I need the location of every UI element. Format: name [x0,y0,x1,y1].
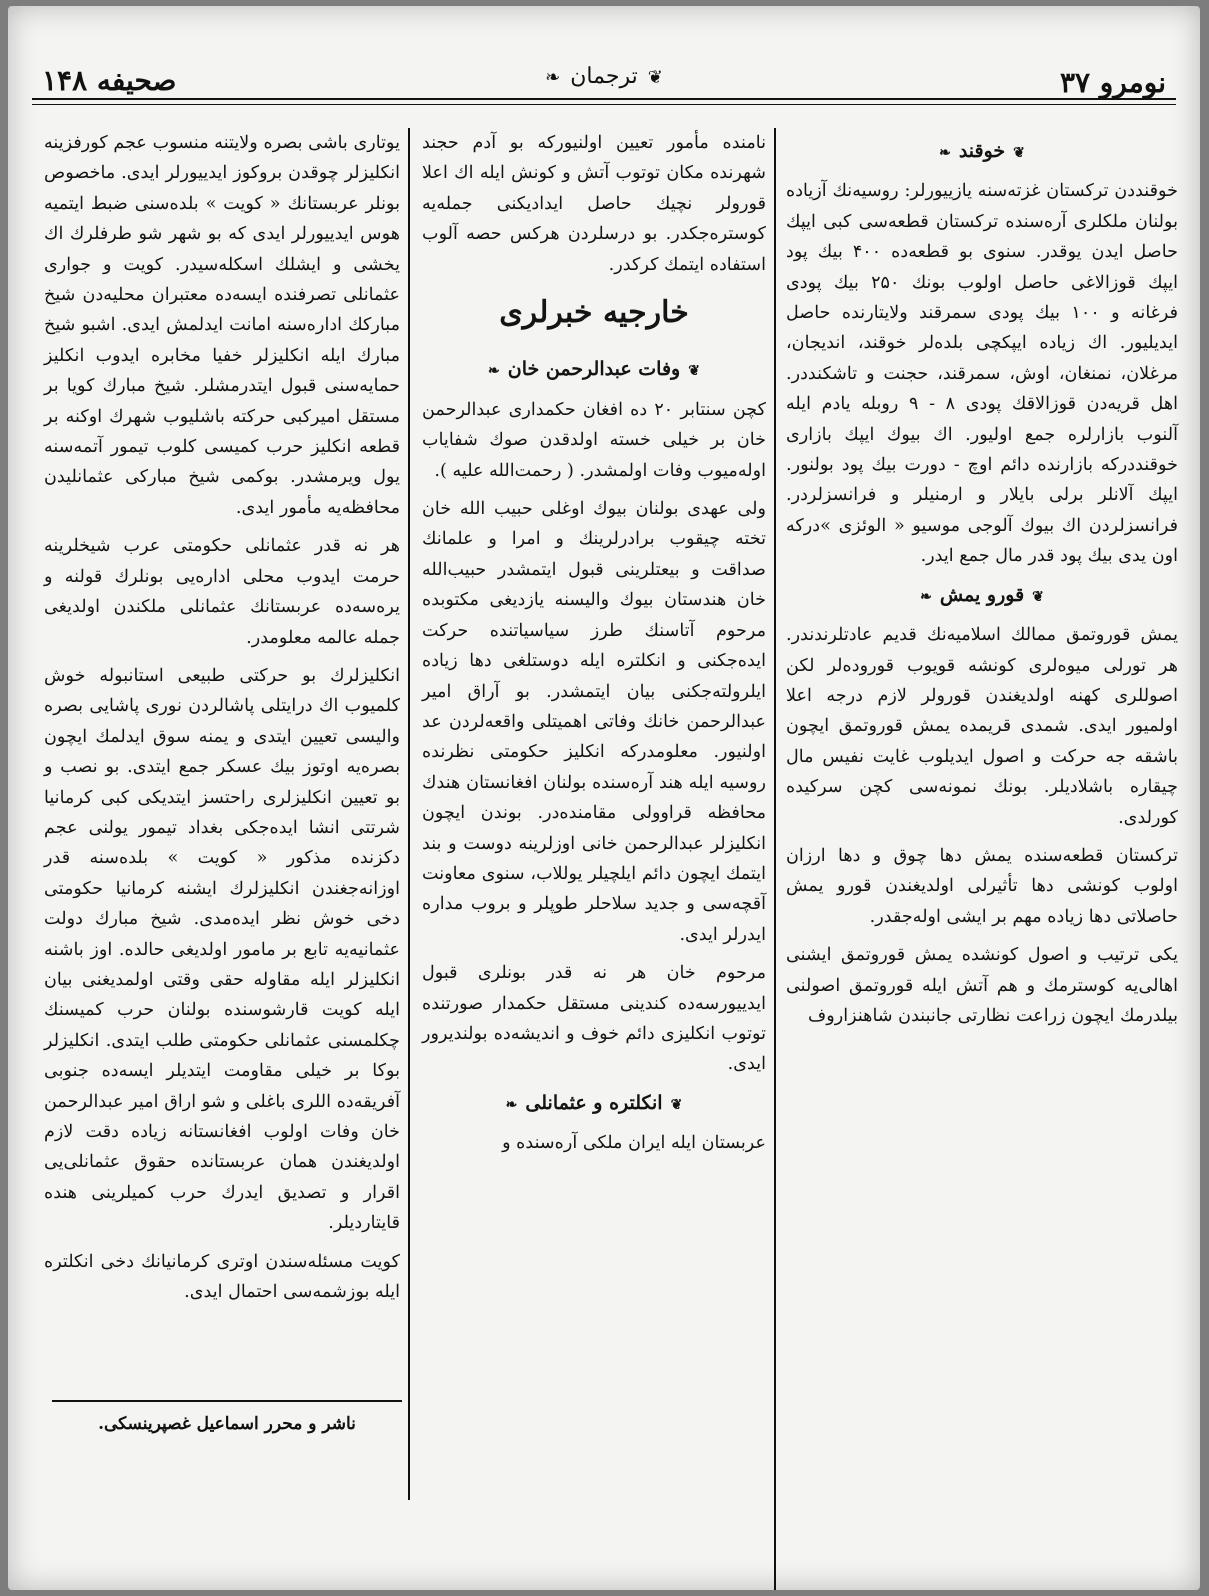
paragraph: خوقنددن ترکستان غزته‌سنه یازییورلر: روسیه‌نك آزیاده بولنان ملکلری آره‌سنده ترکستان قطعه‌سی کبی ایپك حاصل ایدن یوقدر. سنوی بو قطعه‌ده ۴۰۰ بیك پود ایپك قوزالاغی حاصل اولوب بونك ۲۵۰ بیك پودی فرغانه و ۱۰۰ بیك پودی سمرقند ولایتارنده حاصل ایدیلیور. اك زیاده ایپکچی بلده‌لر خوقند، اندیجان، مرغلان، نمنغان، اوش، سمرقند، حجنت و تاشکنددر. اهل قریه‌دن قوزالاقك پودی ۸ - ۹ روبله یادم ایله آلنوب بازارلره جمع اولیور. اك بیوك ایپك بازاری خوقنددرکه بازارنده دائم اوچ - دورت بیك پود بولنور. ایپك آلانلر برلی بایلار و ارمنیلر و فرانسزلردر. فرانسزلردن اك بیوك آلوجی موسیو « الوئزی »درکه اون یدی بیك پود قدر مال جمع ایدر. [786,181,1178,567]
newspaper-title: ترجمان [570,64,638,89]
ornament-icon: ❦ [688,363,700,380]
ornament-icon: ❧ [920,588,932,605]
page-number: صحیفه ۱۴۸ [42,64,177,97]
section-heading [422,354,766,386]
section-title: قورو یمش [939,583,1025,606]
section-heading [422,1088,766,1120]
paragraph: یکی ترتیب و اصول کونشده یمش قوروتمق ایشنی اهالی‌یه کوسترمك و هم آتش ایله قوروتمق اصولنی بیلدرمك ایچون زراعت نظارتی جانبندن شاهنزاروف [786,945,1178,1026]
column-middle [422,128,766,1167]
masthead [30,64,1178,89]
paragraph: مرحوم خان هر نه قدر بونلری قبول ایدییورسه‌ده کندینی مستقل حکمدار صورتنده توتوب انکلیزی دائم خوف و اندیشه‌ده بولندیرور ایدی. [422,963,766,1075]
paragraph: هر نه قدر عثمانلی حکومتی عرب شیخلرینه حرمت ایدوب محلی اداره‌یی بونلرك قولنه و یره‌سه‌ده عربستانك عثمانلی ملکندن اولدیغی جمله عالمه معلومدر. [44,536,400,648]
column-right [786,128,1178,1039]
paragraph: کچن سنتابر ۲۰ ده افغان حکمداری عبدالرحمن خان بر خیلی خسته اولدقدن صوك شفایاب اوله‌میوب وفات اولمشدر. ( رحمت‌الله علیه ). [422,399,766,481]
section-banner: خارجیه خبرلری [499,295,689,331]
paragraph: یمش قوروتمق ممالك اسلامیه‌نك قدیم عادتلرندندر. هر تورلی میوه‌لری کونشه قویوب قوروده‌لر لکن اصوللری کهنه اولدیغندن قورولر لازم درجه اعلا اولمیور ایدی. شمدی قریمده یمش قوروتمق ایچون باشقه جه حرکت و اصول ایدیلوب غایت نفیس مال چیقاره باشلادیلر. بونك نمونه‌سی کچن سرکیده کورلدی. [786,625,1178,828]
page-header [30,56,1178,100]
section-title: انکلتره و عثمانلی [525,1091,663,1114]
section-heading [786,580,1178,612]
ornament-icon: ❦ [670,1096,683,1113]
paragraph: عربستان ایله ایران ملکی آره‌سنده و [502,1133,766,1154]
column-left [44,128,400,1315]
issue-number: نومرو ۳۷ [1059,66,1166,99]
ornament-icon: ❧ [939,145,951,161]
header-rule [32,98,1176,100]
publisher-line: ناشر و محرر اسماعیل غصپرینسکی. [98,1414,356,1434]
newspaper-page [8,6,1200,1590]
footer-rule [52,1400,402,1402]
ornament-icon: ❦ [1032,588,1044,605]
column-divider [408,128,410,1500]
ornament-icon: ❦ [1013,145,1025,161]
ornament-icon: ❦ [647,67,663,88]
ornament-icon: ❧ [545,67,561,88]
ornament-icon: ❧ [488,363,500,380]
paragraph: ولی عهدی بولنان بیوك اوغلی حبیب الله خان تخته چیقوب برادرلرینك و امرا و علمانك صداقت و بیعتلرینی قبول ایتمشدر حبیب‌الله خان هندستان بیوك والیسنه یازدیغی مکتوبده مرحوم آتاسنك طرز سیاسیاتنده حرکت ایده‌جکنی و انکلتره ایله دوستلغی دها زیاده ایلرولته‌جکنی بیان ایتمشدر. بو آراق امیر عبدالرحمن خانك وفاتی اهمیتلی واقعه‌لردن عد اولنیور. معلومدرکه انکلیز حکومتی نظرنده روسیه ایله هند آره‌سنده بولنان افغانستان هندك محافظه قراوولی مقامنده‌در. بوندن ایچون انکلیزلر عبدالرحمن خانی اوزلرینه دوست و بند ایتمك ایچون دائم ایلچیلر یوللاب، سنوی معاونت آقچه‌سی و جدید سلاحلر طوپلر و بروب مداره ایدرلر ایدی. [422,499,766,945]
paragraph: ترکستان قطعه‌سنده یمش دها چوق و دها ارزان اولوب کونشی دها تأثیرلی اولدیغندن قورو یمش حاصلاتی دها زیاده مهم بر ایشی اوله‌جقدر. [786,845,1178,927]
ornament-icon: ❧ [505,1096,518,1113]
paragraph: انکلیزلرك بو حرکتی طبیعی استانبوله خوش کلمیوب اك درایتلی پاشالردن نوری پاشایی بصره والیسی تعیین ایتدی و یمنه سوق ایدلمك ایچون بصره‌یه اوتوز بیك عسکر جمع ایتدی. بو نصب و بو تعیین انکلیزلری راحتسز ایتدیکی کبی کرمانیا شرتتی انشا ایده‌جکی بغداد تیمور یولنی عجم دکزنده مذکور « کویت » بلده‌سنه قدر اوزانه‌جغندن انکلیزلرك ایشنه کرمانیا حکومتی دخی خوش نظر ایده‌مدی. شیخ مبارك دولت عثمانیه‌یه تابع بر مامور اولدیغی حالده. اوز باشنه انکلیزلر ایله مقاوله حقی وقتی اولمدیغنی بیان ایله کویت قارشوسنده بولنان حرب کمیسنك چکلمسنی عثمانلی حکومتی طلب ایتدی. انکلیزلر بوکا بر خیلی مقاومت ایتدیلر ایسه‌ده جنوبی آفریقه‌ده اللری باغلی و شو اراق امیر عبدالرحمن خان وفات اولوب افغانستانه زیاده دقت لازم اولدیغندن همان عربستانده حقوق عثمانلی‌یی اقرار و تصدیق ایدرك حرب کمیلرینی هنده قایتاردیلر. [44,665,400,1234]
section-title: وفات عبدالرحمن خان [507,358,681,381]
header-rule-thin [32,104,1176,105]
section-heading [786,136,1178,168]
paragraph: نامنده مأمور تعیین اولنیورکه بو آدم حجند شهرنده مکان توتوب آتش و کونش ایله اك اعلا قورولر نچیك حاصل ایدادیکنی جمله‌یه کوستره‌جکدر. بو درسلردن هرکس حصه آلوب استفاده ایتمك کرکدر. [422,133,766,275]
paragraph: یوتاری باشی بصره ولایتنه منسوب عجم کورفزینه انکلیزلر چوقدن بروکوز ایدییورلر ایدی. ماخصوص بونلر عربستانك « کویت » بلده‌سنی ضبط ایتمیه هوس ایدییورلر ایدی که بو شهر شو طرفلرك اك یخشی و ایشلك اسکله‌سیدر. کویت و جواری عثمانلی تصرفنده ایسه‌ده معتبران محلیه‌دن شیخ مبارکك اداره‌سنه امانت ایدلمش ایدی. اشبو شیخ مبارك ایله انکلیزلر خفیا مخابره ایدوب انکلیز حمایه‌سنی قبول ایتدرمشلر. شیخ مبارك کویا بر مستقل امیرکبی حرکته باشلیوب شهرك اوکنه بر قطعه انکلیز حرب کمیسی کلوب تیمور آتمه‌سنه یول ویرمشدر. بوکمی شیخ مبارکی عثمانلیدن محافظه‌یه مأمور ایدی. [44,133,400,518]
column-divider [774,128,776,1590]
paragraph: کویت مسئله‌سندن اوتری کرمانیانك دخی انکلتره ایله بوزشمه‌سی احتمال ایدی. [44,1251,400,1303]
section-title: خوقند [958,140,1006,162]
